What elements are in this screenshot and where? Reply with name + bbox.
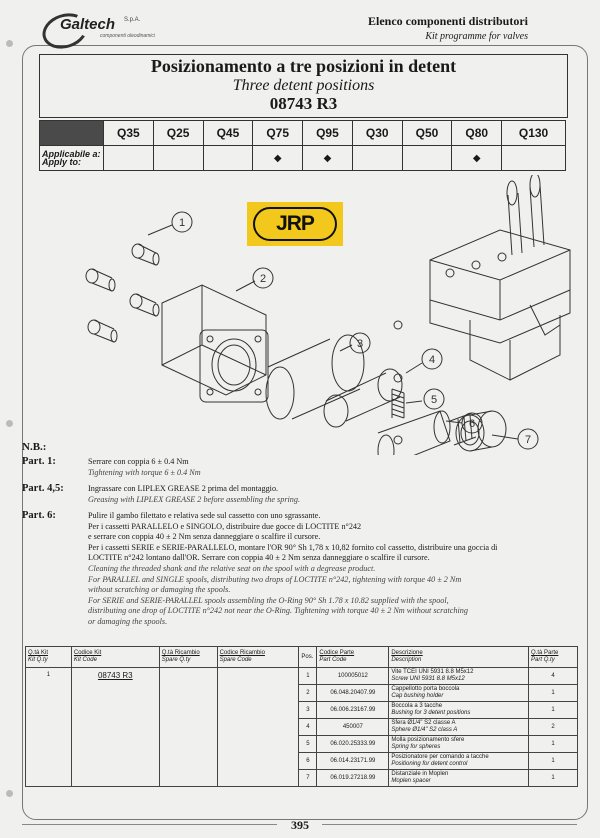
- apply-cell: [303, 146, 353, 171]
- description-it: Cappellotto porta boccola: [391, 686, 460, 692]
- logo-suffix: S.p.A.: [124, 17, 141, 23]
- callout-2-label: 2: [259, 273, 267, 285]
- callout-4-label: 4: [428, 354, 436, 366]
- note-line-it: Pulire il gambo filettato e relativa sede sul cassetto con uno sgrassante.: [88, 511, 321, 520]
- screw-3-drawing: [130, 294, 159, 316]
- col-header-it: Q.tà Kit: [28, 650, 49, 656]
- logo-tagline: componenti oleodinamici: [100, 33, 156, 39]
- part-qty: 1: [529, 685, 578, 702]
- galtech-logo: [42, 10, 162, 46]
- model-cell: Q75: [253, 121, 303, 146]
- description-en: Spring for spheres: [391, 744, 441, 750]
- cap-drawing: [162, 285, 268, 402]
- note-label: Part. 6:: [22, 510, 56, 521]
- callout-1-label: 1: [178, 217, 186, 229]
- note-line-en: or damaging the spools.: [88, 616, 168, 626]
- description: [389, 719, 529, 736]
- apply-label-it: Applicabile a:: [42, 149, 101, 159]
- part-code: 06.020.25333.99: [317, 736, 389, 753]
- model-cell: Q80: [452, 121, 502, 146]
- binder-hole: [6, 420, 13, 427]
- description-it: Boccola a 3 tacche: [391, 703, 443, 709]
- pos: 3: [299, 702, 317, 719]
- model-cell: Q130: [502, 121, 566, 146]
- callout-6-label: 6: [468, 418, 476, 430]
- title-box: [39, 54, 568, 118]
- binder-hole: [6, 40, 13, 47]
- col-header: [389, 647, 529, 668]
- part-code: 100005012: [317, 668, 389, 685]
- note-line-it: Serrare con coppia 6 ± 0.4 Nm: [88, 457, 189, 466]
- col-header: [299, 647, 317, 668]
- model-cell: Q30: [352, 121, 402, 146]
- pos: 1: [299, 668, 317, 685]
- col-header-it: Q.tà Ricambio: [161, 650, 200, 656]
- col-header-it: Codice Ricambio: [219, 650, 265, 656]
- note-line-it: Per i cassetti PARALLELO e SINGOLO, distribuire due gocce di LOCTITE n°242: [88, 521, 362, 531]
- note-line-it: Per i cassetti SERIE e SERIE-PARALLELO, montare l'OR 90° Sh 1,78 x 10,82 fornito col cassetto, distribuire una goccia di: [88, 542, 498, 552]
- description-it: Molla posizionamento sfere: [391, 737, 465, 743]
- callout-3-label: 3: [356, 338, 364, 350]
- part-code: 450007: [317, 719, 389, 736]
- screw-1-drawing: [132, 244, 159, 265]
- description-en: Cap bushing holder: [391, 693, 444, 699]
- apply-cell: [153, 146, 203, 171]
- apply-cell: [402, 146, 452, 171]
- parts-header-row: [26, 647, 578, 668]
- screw-2-drawing: [86, 269, 115, 291]
- callout-5-label: 5: [430, 394, 438, 406]
- exploded-drawing: [30, 175, 575, 455]
- description-it: Vite TCEI UNI 5931 8.8 M5x12: [391, 669, 474, 675]
- application-table: [39, 120, 566, 171]
- apply-cell: [203, 146, 253, 171]
- model-cell: Q45: [203, 121, 253, 146]
- note-line-en: without scratching or damaging the spools.: [88, 585, 231, 595]
- note-line-en: distributing one drop of LOCTITE n°242 not near the O-Ring. Tightening with torque 40 ± 2 Nm without scratching: [88, 606, 468, 616]
- note-line-it: Ingrassare con LIPLEX GREASE 2 prima del montaggio.: [88, 484, 279, 493]
- description-en: Positioning for detent control: [391, 761, 468, 767]
- col-header-en: Kit Q.ty: [28, 657, 48, 663]
- description-en: Sphere Ø1/4" S2 class A: [391, 727, 458, 733]
- pos: 7: [299, 770, 317, 787]
- col-header-en: Description: [391, 657, 422, 663]
- part-qty: 1: [529, 736, 578, 753]
- part-code: 06.019.27218.99: [317, 770, 389, 787]
- col-header-en: Part Q.ty: [531, 657, 555, 663]
- col-header-en: Spare Q.ty: [161, 657, 191, 663]
- description-it: Posizionatore per comando a tacche: [391, 754, 489, 760]
- model-cell: Q95: [303, 121, 353, 146]
- col-header-en: Spare Code: [219, 657, 252, 663]
- part-qty: 2: [529, 719, 578, 736]
- applies-mark-icon: ◆: [472, 152, 481, 164]
- spare-code: [217, 668, 299, 787]
- col-header: [529, 647, 578, 668]
- pos: 4: [299, 719, 317, 736]
- spare-qty: [159, 668, 217, 787]
- part-code: 06.048.20407.99: [317, 685, 389, 702]
- model-cell: Q35: [104, 121, 154, 146]
- note-label: Part. 1:: [22, 456, 56, 467]
- note-line-it: e serrare con coppia 40 ± 2 Nm senza danneggiare o scalfire il cursore.: [88, 532, 321, 542]
- callout-7-label: 7: [524, 434, 532, 446]
- description-it: Distanziale in Moplen: [391, 771, 449, 777]
- note-text: [88, 511, 578, 628]
- note-line-en: For SERIE and SERIE-PARALLEL spools assembling the O-Ring 90° Sh 1.78 x 10.82 supplied with the spool,: [88, 595, 449, 605]
- description: [389, 770, 529, 787]
- col-header-it: Q.tà Parte: [531, 650, 559, 656]
- col-header: [26, 647, 72, 668]
- screw-4-drawing: [88, 320, 117, 342]
- kit-code-title: 08743 R3: [269, 94, 338, 113]
- part-qty: 1: [529, 702, 578, 719]
- apply-label: [40, 146, 104, 171]
- description: [389, 736, 529, 753]
- note-line-en: Greasing with LIPLEX GREASE 2 before assembling the spring.: [88, 494, 301, 504]
- description: [389, 685, 529, 702]
- apply-label-en: Apply to:: [42, 157, 81, 167]
- description-it: Sfera Ø1/4" S2 classe A: [391, 720, 456, 726]
- col-header-en: Part Code: [319, 657, 347, 663]
- col-header-it: Codice Kit: [73, 650, 102, 656]
- part-qty: 4: [529, 668, 578, 685]
- note-text: [88, 457, 578, 478]
- col-header-it: Codice Parte: [319, 650, 355, 656]
- col-header: [71, 647, 159, 668]
- jrp-logo-text: JRP: [253, 207, 337, 241]
- binder-hole: [6, 790, 13, 797]
- pos: 6: [299, 753, 317, 770]
- description: [389, 668, 529, 685]
- page-number: 395: [291, 818, 309, 832]
- apply-cell: [452, 146, 502, 171]
- bushing-drawing: [266, 335, 402, 427]
- col-header: [317, 647, 389, 668]
- kit-qty: 1: [26, 668, 72, 787]
- header-title-en: Kit programme for valves: [425, 31, 528, 42]
- part-code: 06.014.23171.99: [317, 753, 389, 770]
- description: [389, 753, 529, 770]
- valve-assembly-drawing: [430, 175, 570, 380]
- header-title-it: Elenco componenti distributori: [367, 14, 528, 28]
- pos: 5: [299, 736, 317, 753]
- note-text: [88, 484, 578, 505]
- note-line-en: Cleaning the threaded shank and the relative seat on the spool with a degrease product.: [88, 563, 376, 573]
- col-header: [159, 647, 217, 668]
- title-en: Three detent positions: [232, 77, 375, 94]
- model-cell: Q50: [402, 121, 452, 146]
- model-cell: Q25: [153, 121, 203, 146]
- col-header-it: Pos.: [301, 653, 314, 660]
- apply-cell: [352, 146, 402, 171]
- table-row: [26, 668, 578, 685]
- col-header-it: Descrizione: [391, 650, 423, 656]
- note-line-it: LOCTITE n°242 lontano dall'OR. Serrare con coppia 40 ± 2 Nm senza danneggiare o scalfire il cursore.: [88, 553, 430, 563]
- apply-cell: [104, 146, 154, 171]
- description: [389, 702, 529, 719]
- part-qty: 1: [529, 770, 578, 787]
- table-corner: [40, 121, 104, 146]
- kit-code: 08743 R3: [71, 668, 159, 787]
- note-line-en: Tightening with torque 6 ± 0.4 Nm: [88, 467, 201, 477]
- description-en: Bushing for 3 detent positions: [391, 710, 471, 716]
- col-header-en: Kit Code: [73, 657, 97, 663]
- model-row: [40, 121, 566, 146]
- part-qty: 1: [529, 753, 578, 770]
- title-it: Posizionamento a tre posizioni in detent: [150, 56, 457, 76]
- note-line-en: For PARALLEL and SINGLE spools, distributing two drops of LOCTITE n°242, tightening with torque 40 ± 2 Nm: [88, 574, 462, 584]
- col-header: [217, 647, 299, 668]
- apply-cell: [253, 146, 303, 171]
- apply-row: [40, 146, 566, 171]
- logo-brand: Galtech: [60, 16, 116, 33]
- description-en: Moplen spacer: [391, 778, 431, 784]
- applies-mark-icon: ◆: [273, 152, 282, 164]
- pos: 2: [299, 685, 317, 702]
- apply-cell: [502, 146, 566, 171]
- part-code: 06.006.23167.99: [317, 702, 389, 719]
- note-label: Part. 4,5:: [22, 483, 64, 494]
- description-en: Screw UNI 5931 8.8 M5x12: [391, 676, 465, 682]
- notes-heading: N.B.:: [22, 441, 47, 453]
- applies-mark-icon: ◆: [323, 152, 332, 164]
- parts-table: [25, 646, 578, 787]
